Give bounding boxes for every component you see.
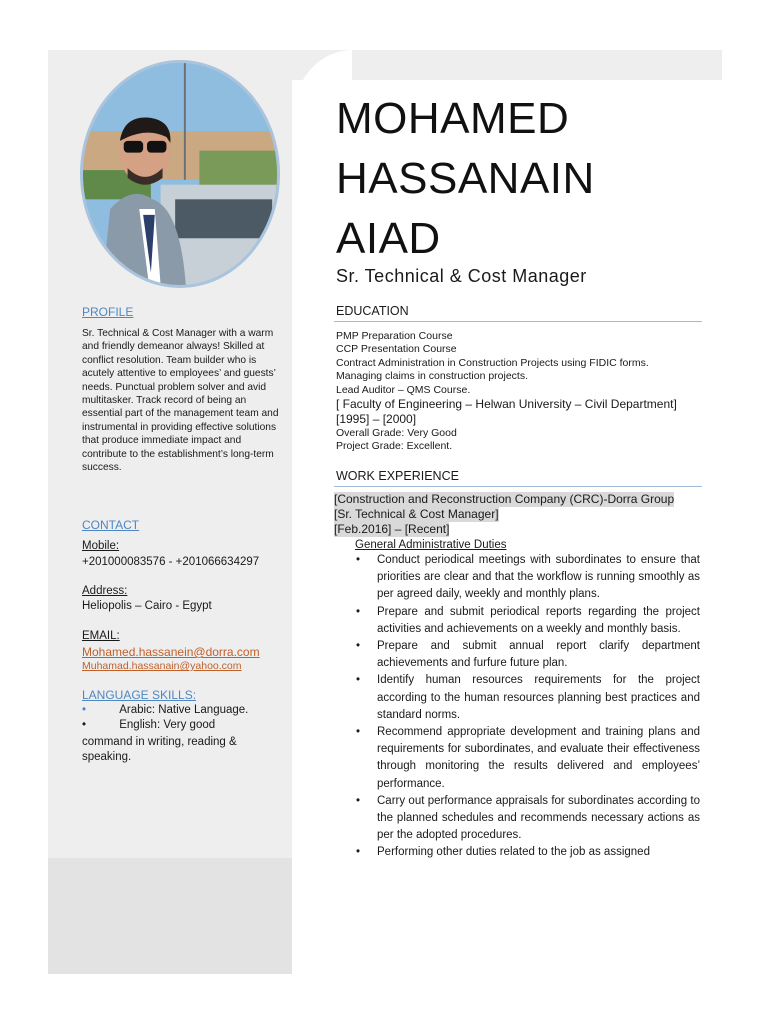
job-title: Sr. Technical & Cost Manager (336, 266, 587, 286)
duty-text: Recommend appropriate development and training plans and requirements for subordinates, and evaluate their effectiveness through monitoring the results delivered and employees’ performance. (377, 726, 700, 790)
duty-text: Prepare and submit annual report clarify department achievements and furfure future plan. (377, 640, 700, 670)
bullet-icon: • (356, 674, 361, 687)
profile-heading: PROFILE (82, 305, 134, 319)
education-heading: EDUCATION (336, 304, 409, 318)
education-list (336, 330, 706, 454)
duty-text: Performing other duties related to the job as assigned (377, 846, 650, 859)
email-link-primary[interactable]: Mohamed.hassanein@dorra.com (82, 645, 260, 659)
education-line: CCP Presentation Course (336, 343, 457, 356)
mobile-label: Mobile: (82, 540, 120, 552)
work-company: [Construction and Reconstruction Company (CRC)-Dorra Group (334, 492, 675, 506)
name-line-3: AIAD (336, 214, 441, 263)
language-english-text: English: Very good (119, 719, 216, 731)
duty-item (356, 638, 700, 672)
sidebar-footer-band (48, 858, 292, 974)
email-label: EMAIL: (82, 630, 120, 642)
education-line: Managing claims in construction projects. (336, 370, 529, 383)
name-line-2: HASSANAIN (336, 154, 595, 203)
language-heading: LANGUAGE SKILLS: (82, 688, 197, 702)
education-divider (334, 321, 702, 322)
duty-item (356, 793, 700, 845)
bullet-icon: • (356, 605, 361, 618)
work-header (334, 492, 704, 537)
duty-item (356, 552, 700, 604)
bullet-icon: • (356, 846, 361, 859)
bullet-icon: • (82, 719, 87, 731)
language-arabic-text: Arabic: Native Language. (119, 704, 249, 716)
duty-text: Carry out performance appraisals for subordinates according to the planned schedules and recommends necessary actions as per the adopted procedures. (377, 794, 700, 842)
duties-list (356, 552, 700, 862)
duty-text: Identify human resources requirements for the project according to the human resources planning best practices and standard norms. (377, 674, 700, 721)
duty-item (356, 844, 700, 861)
work-period: [Feb.2016] – [Recent] (334, 522, 450, 536)
work-position: [Sr. Technical & Cost Manager] (334, 507, 499, 521)
education-years: [1995] – [2000] (336, 412, 417, 427)
duty-item (356, 724, 700, 793)
mobile-value: +201000083576 - +201066634297 (82, 556, 260, 568)
email-link-secondary[interactable]: Muhamad.hassanain@yahoo.com (82, 660, 242, 672)
name-line-1: MOHAMED (336, 94, 570, 143)
bullet-icon: • (82, 704, 87, 716)
education-faculty: [ Faculty of Engineering – Helwan University – Civil Department] (336, 397, 677, 412)
bullet-icon: • (356, 726, 361, 739)
work-divider (334, 486, 702, 487)
education-grade-overall: Overall Grade: Very Good (336, 427, 457, 440)
bullet-icon: • (356, 794, 361, 807)
language-english (82, 719, 215, 731)
address-label: Address: (82, 585, 128, 597)
duties-title: General Administrative Duties (355, 539, 507, 551)
bullet-icon: • (356, 554, 361, 566)
education-line: Lead Auditor – QMS Course. (336, 383, 471, 396)
header-band (292, 50, 722, 80)
contact-heading: CONTACT (82, 518, 140, 532)
work-heading: WORK EXPERIENCE (336, 469, 459, 483)
language-arabic (82, 704, 248, 716)
education-line: Contract Administration in Construction Projects using FIDIC forms. (336, 356, 649, 369)
duty-item (356, 672, 700, 724)
education-line: PMP Preparation Course (336, 330, 453, 342)
language-english-detail: command in writing, reading & speaking. (82, 736, 237, 763)
bullet-icon: • (356, 640, 361, 653)
profile-text: Sr. Technical & Cost Manager with a warm and friendly demeanor always! Skilled at conflict resolution. Team builder who is acutely attentive to employees’ and guests’ needs. Punctual problem solver and avid multitasker. Track record of being an essential part of the management team and instrumental in providing effective solutions that produce immediate impact and contribute to the establishment’s long-term success. (82, 328, 279, 474)
profile-photo (80, 60, 280, 288)
duty-item (356, 604, 700, 638)
education-grade-project: Project Grade: Excellent. (336, 440, 453, 453)
duty-text: Prepare and submit periodical reports regarding the project activities and achievements on a weekly and monthly basis. (377, 605, 700, 635)
address-value: Heliopolis – Cairo - Egypt (82, 600, 212, 612)
duty-text: Conduct periodical meetings with subordinates to ensure that priorities are clear and that the workflow is running smoothly as per agreed daily, weekly and monthly plans. (377, 554, 700, 601)
